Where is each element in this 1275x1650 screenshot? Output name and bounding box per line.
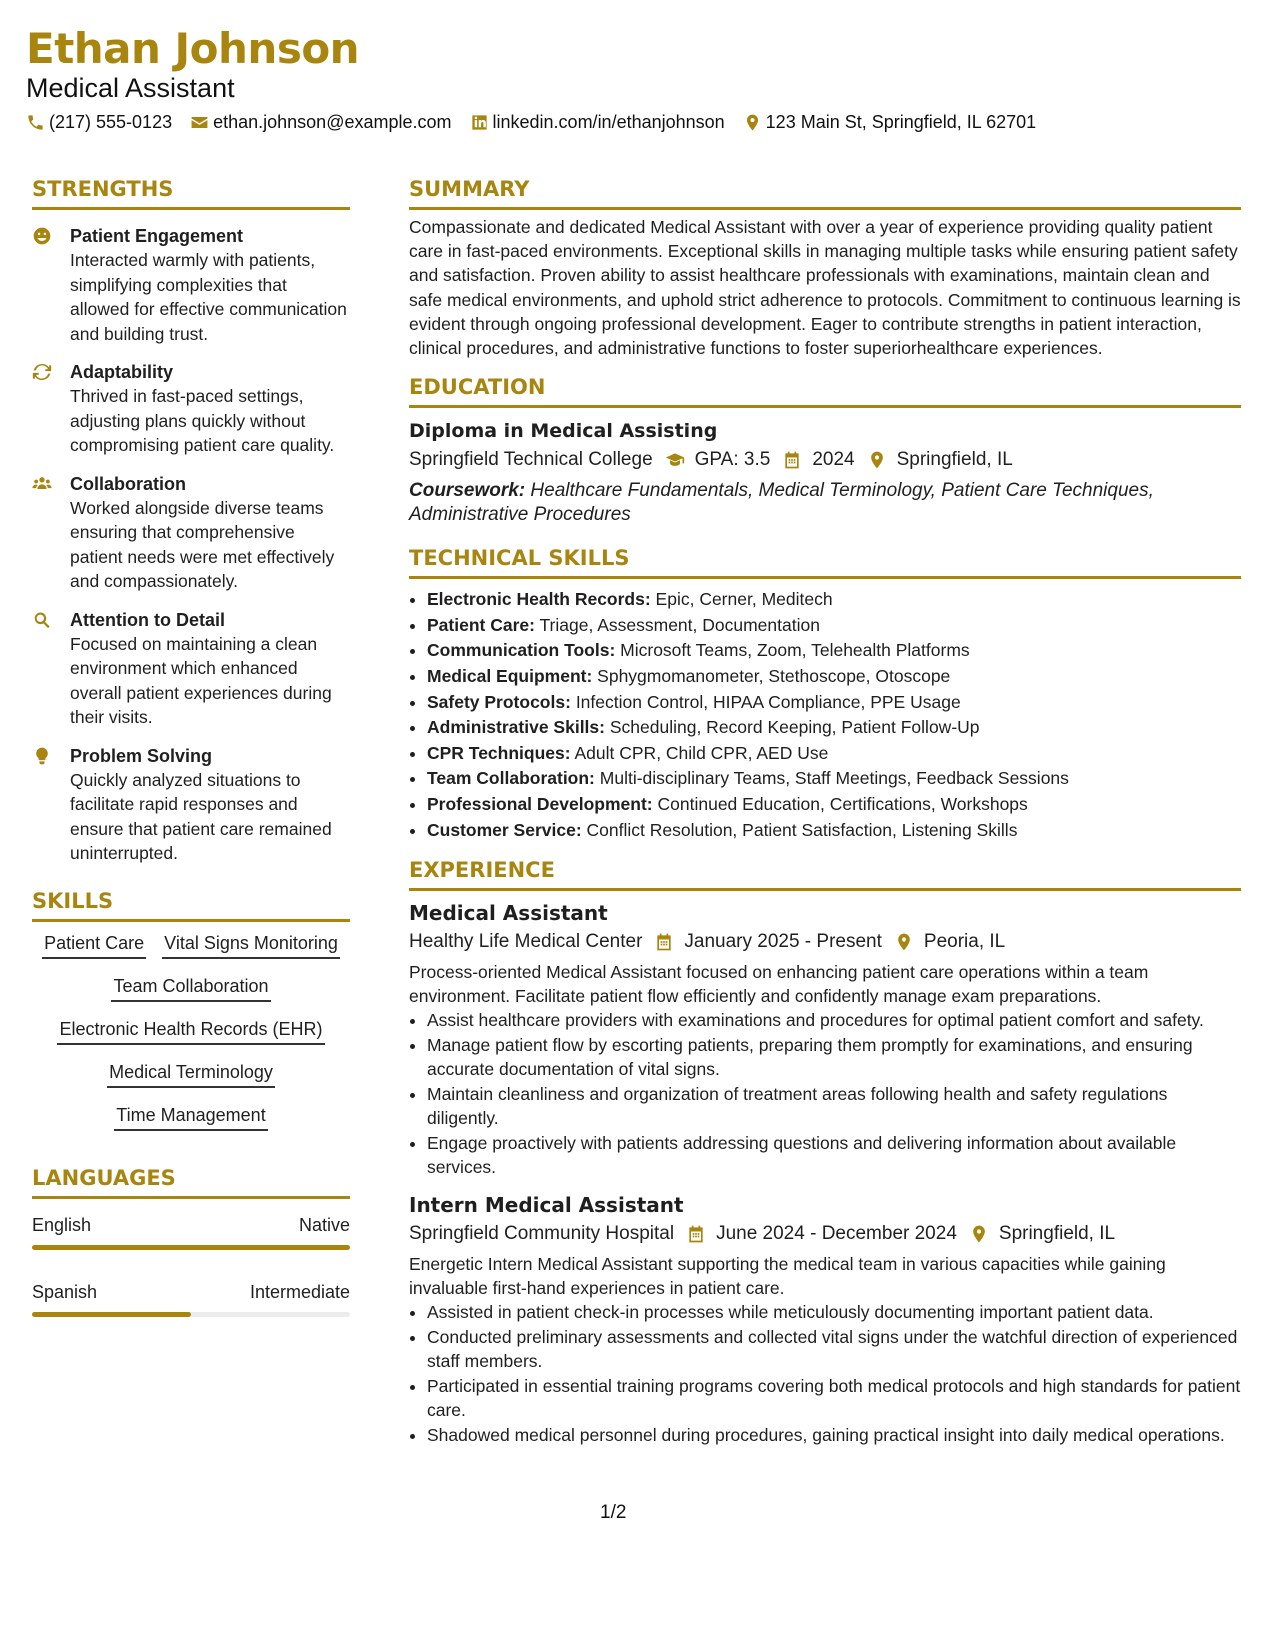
strength-desc: Thrived in fast-paced settings, adjusting plans quickly without compromising patient care quality. <box>70 386 335 455</box>
left-column <box>32 176 350 1317</box>
job-bullet: • Maintain cleanliness and organization of treatment areas following health and safety regulations diligently. <box>427 1082 1241 1130</box>
job-bullet: • Assist healthcare providers with examinations and procedures for optimal patient comfort and safety. <box>427 1008 1241 1032</box>
tech-skill-value: Epic, Cerner, Meditech <box>655 589 833 610</box>
tech-skill-label: Patient Care: <box>427 614 535 635</box>
calendar-icon <box>686 1224 706 1244</box>
lightbulb-icon <box>32 746 52 766</box>
skills-list <box>32 932 350 1131</box>
contact-phone[interactable] <box>26 112 172 133</box>
job-location: Springfield, IL <box>998 1223 1116 1245</box>
tech-skill-value: Multi-disciplinary Teams, Staff Meetings, Feedback Sessions <box>599 768 1069 789</box>
strength-title: Attention to Detail <box>70 609 225 630</box>
tech-skill-value: Microsoft Teams, Zoom, Telehealth Platforms <box>620 640 970 661</box>
strength-desc: Interacted warmly with patients, simplifying complexities that allowed for effective communication and building trust. <box>70 250 347 344</box>
coursework-label: Coursework: <box>409 480 526 502</box>
tech-skill-value: Conflict Resolution, Patient Satisfaction, Listening Skills <box>586 819 1018 840</box>
job-meta <box>409 927 1241 957</box>
smile-icon <box>32 226 52 246</box>
job-bullet: • Conducted preliminary assessments and collected vital signs under the watchful direction of experienced staff members. <box>427 1325 1241 1373</box>
school-name: Springfield Technical College <box>409 449 653 471</box>
skill-tag: Patient Care <box>42 932 146 959</box>
language-name: Spanish <box>32 1281 98 1302</box>
tech-skill-value: Infection Control, HIPAA Compliance, PPE Usage <box>575 691 961 712</box>
phone-icon <box>26 113 45 132</box>
skill-tag: Time Management <box>114 1104 267 1131</box>
tech-skill-item <box>427 587 1241 613</box>
job-description: Process-oriented Medical Assistant focused on enhancing patient care operations within a team environment. Facilitate patient flow efficiently and confidently manage exam preparations. <box>409 962 1149 1007</box>
map-pin-icon <box>743 113 762 132</box>
users-icon <box>32 474 52 494</box>
experience-heading: EXPERIENCE <box>409 857 1241 891</box>
tech-skill-item <box>427 818 1241 844</box>
summary-text: Compassionate and dedicated Medical Assistant with over a year of experience providing quality patient care in fast-paced environments. Exceptional skills in managing multiple tasks while ensuring patient safety and satisfaction. Proven ability to assist healthcare professionals with examinations, maintain clean and safe medical environments, and uphold strict adherence to protocols. Commitment to continuous learning is evident through ongoing professional development. Eager to contribute strengths in patient interaction, clinical procedures, and administrative functions to foster superiorhealthcare experiences. <box>409 217 1241 359</box>
company-name: Springfield Community Hospital <box>409 1223 675 1245</box>
strengths-list <box>32 224 350 866</box>
resume-header <box>26 24 1246 133</box>
address-text: 123 Main St, Springfield, IL 62701 <box>765 112 1037 132</box>
tech-skill-item <box>427 613 1241 639</box>
job-bullet: • Manage patient flow by escorting patients, preparing them promptly for examinations, and ensuring accurate documentation of vital signs. <box>427 1033 1241 1081</box>
language-name: English <box>32 1214 92 1235</box>
strength-desc: Worked alongside diverse teams ensuring that comprehensive patient needs were met effectively and compassionately. <box>70 497 335 591</box>
contact-bar <box>26 112 1246 133</box>
proficiency-bar <box>32 1245 350 1250</box>
tech-skill-label: Professional Development: <box>427 793 653 814</box>
proficiency-bar <box>32 1312 350 1317</box>
tech-skill-label: Safety Protocols: <box>427 691 571 712</box>
tech-skill-item <box>427 715 1241 741</box>
graduation-cap-icon <box>665 450 685 470</box>
tech-skill-label: Customer Service: <box>427 819 582 840</box>
skills-heading: SKILLS <box>32 888 350 922</box>
tech-skill-item <box>427 792 1241 818</box>
map-pin-icon <box>867 450 887 470</box>
skill-tag: Medical Terminology <box>107 1061 275 1088</box>
gpa-text: GPA: 3.5 <box>694 449 771 471</box>
tech-skill-label: Electronic Health Records: <box>427 589 651 610</box>
language-level: Native <box>298 1214 350 1235</box>
job-description: Energetic Intern Medical Assistant supporting the medical team in various capacities while gaining invaluable first-hand experiences in patient care. <box>409 1254 1166 1299</box>
page-number: 1/2 <box>600 1502 627 1523</box>
skill-tag: Vital Signs Monitoring <box>162 932 340 959</box>
technical-skills-list <box>409 587 1241 843</box>
tech-skill-label: Administrative Skills: <box>427 717 605 738</box>
calendar-icon <box>782 450 802 470</box>
proficiency-fill <box>32 1245 350 1250</box>
linkedin-icon <box>470 113 489 132</box>
tech-skill-value: Adult CPR, Child CPR, AED Use <box>574 742 829 763</box>
skill-tag: Electronic Health Records (EHR) <box>57 1018 324 1045</box>
tech-skill-value: Triage, Assessment, Documentation <box>539 614 820 635</box>
tech-skill-value: Scheduling, Record Keeping, Patient Follow-Up <box>609 717 980 738</box>
job-bullets <box>409 1008 1241 1179</box>
phone-text: (217) 555-0123 <box>49 112 173 132</box>
job-title: Intern Medical Assistant <box>409 1193 684 1218</box>
right-column <box>409 176 1241 1448</box>
strength-desc: Focused on maintaining a clean environment which enhanced overall patient experiences during their visits. <box>70 633 332 727</box>
job-entry <box>409 899 1241 1179</box>
contact-email[interactable] <box>190 112 451 133</box>
technical-skills-heading: TECHNICAL SKILLS <box>409 545 1241 579</box>
tech-skill-item <box>427 766 1241 792</box>
email-text: ethan.johnson@example.com <box>213 112 452 132</box>
strength-item <box>32 360 350 458</box>
job-bullet: • Shadowed medical personnel during procedures, gaining practical insight into daily medical operations. <box>427 1423 1241 1447</box>
calendar-icon <box>654 932 674 952</box>
tech-skill-value: Continued Education, Certifications, Workshops <box>657 793 1028 814</box>
tech-skill-label: Team Collaboration: <box>427 768 595 789</box>
strength-item <box>32 744 350 866</box>
job-bullet: • Engage proactively with patients addressing questions and delivering information about available services. <box>427 1131 1241 1179</box>
tech-skill-item <box>427 690 1241 716</box>
tech-skill-item <box>427 664 1241 690</box>
job-entry <box>409 1191 1241 1447</box>
languages-list <box>32 1213 350 1317</box>
map-pin-icon <box>894 932 914 952</box>
map-pin-icon <box>969 1224 989 1244</box>
strength-title: Patient Engagement <box>70 226 244 246</box>
job-location: Peoria, IL <box>923 931 1006 953</box>
strength-item <box>32 472 350 594</box>
job-title: Medical Assistant <box>409 901 608 926</box>
company-name: Healthy Life Medical Center <box>409 931 643 953</box>
languages-heading: LANGUAGES <box>32 1165 350 1199</box>
strength-item <box>32 224 350 346</box>
language-item <box>32 1280 350 1317</box>
tech-skill-item <box>427 638 1241 664</box>
education-meta <box>409 445 1241 475</box>
degree-title: Diploma in Medical Assisting <box>409 420 718 443</box>
job-bullet: • Participated in essential training programs covering both medical protocols and high standards for patient care. <box>427 1374 1241 1422</box>
strength-item <box>32 608 350 730</box>
tech-skill-item <box>427 741 1241 767</box>
strength-title: Collaboration <box>70 473 186 494</box>
job-dates: January 2025 - Present <box>684 931 882 953</box>
envelope-icon <box>190 113 209 132</box>
language-item <box>32 1213 350 1250</box>
candidate-name: Ethan Johnson <box>26 24 360 73</box>
summary-heading: SUMMARY <box>409 176 1241 210</box>
job-meta <box>409 1219 1241 1249</box>
contact-linkedin[interactable] <box>470 112 725 133</box>
education-location: Springfield, IL <box>896 449 1013 471</box>
coursework-text: Healthcare Fundamentals, Medical Terminology, Patient Care Techniques, Administrative Procedures <box>409 480 1154 526</box>
strength-desc: Quickly analyzed situations to facilitate rapid responses and ensure that patient care remained uninterrupted. <box>70 769 332 863</box>
strengths-heading: STRENGTHS <box>32 176 350 210</box>
job-bullets <box>409 1300 1241 1447</box>
tech-skill-label: CPR Techniques: <box>427 742 571 763</box>
grad-year: 2024 <box>812 449 855 471</box>
strength-title: Adaptability <box>70 362 174 382</box>
tech-skill-label: Medical Equipment: <box>427 666 593 686</box>
language-level: Intermediate <box>249 1281 350 1302</box>
tech-skill-label: Communication Tools: <box>427 640 616 661</box>
candidate-title: Medical Assistant <box>26 73 235 103</box>
proficiency-fill <box>32 1312 191 1317</box>
coursework <box>409 479 1241 527</box>
strength-title: Problem Solving <box>70 745 213 766</box>
tech-skill-value: Sphygmomanometer, Stethoscope, Otoscope <box>597 666 951 686</box>
skill-tag: Team Collaboration <box>111 975 270 1002</box>
education-heading: EDUCATION <box>409 374 1241 408</box>
job-dates: June 2024 - December 2024 <box>716 1223 957 1245</box>
linkedin-text: linkedin.com/in/ethanjohnson <box>492 112 725 132</box>
job-bullet: • Assisted in patient check-in processes while meticulously documenting important patient data. <box>427 1300 1241 1324</box>
refresh-icon <box>32 362 52 382</box>
search-icon <box>32 610 52 630</box>
contact-address <box>743 112 1037 133</box>
